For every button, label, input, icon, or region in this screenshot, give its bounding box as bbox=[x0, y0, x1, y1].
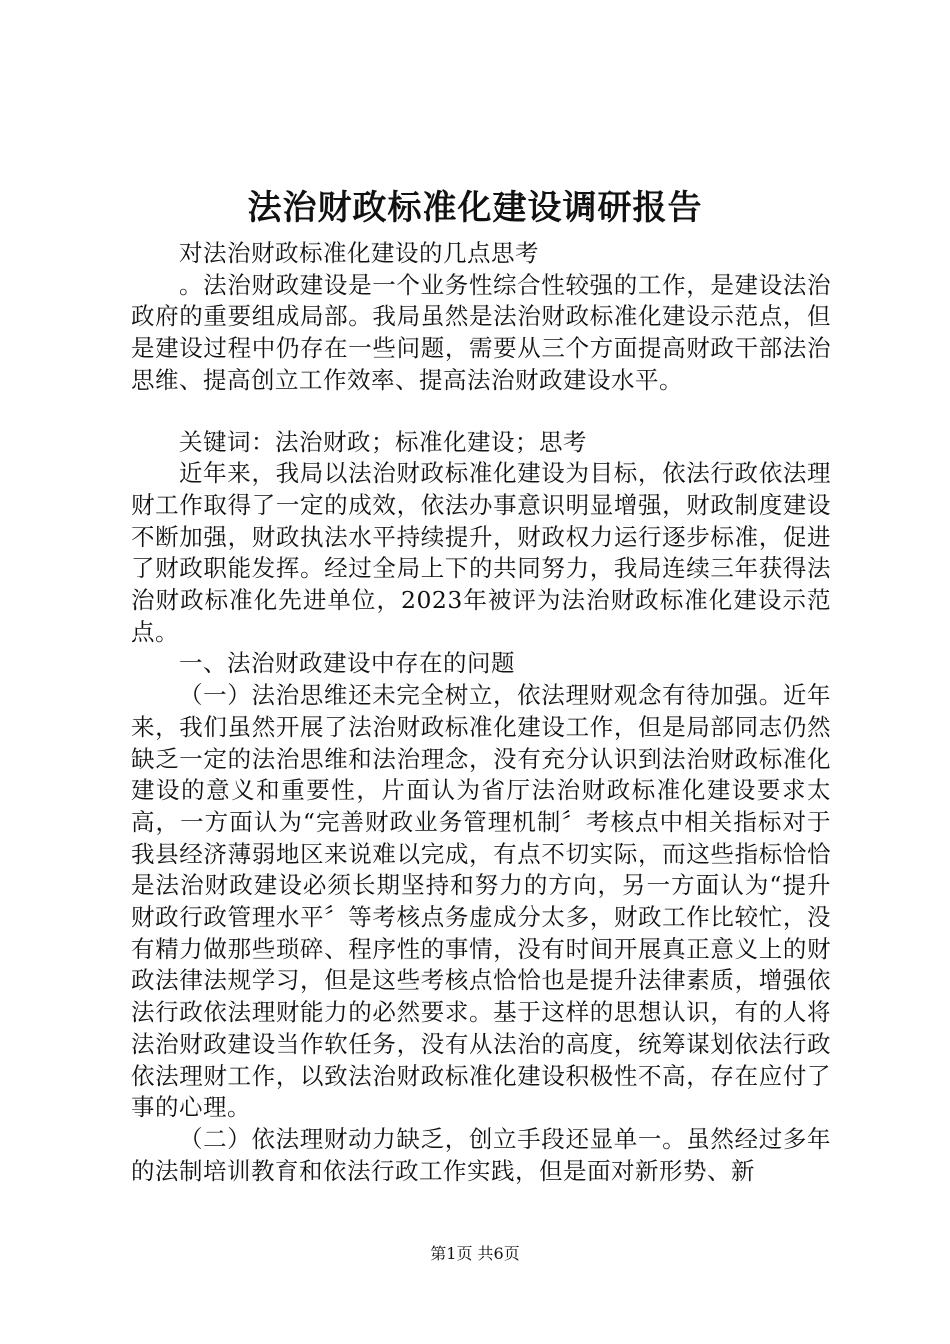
keywords-paragraph: 关键词：法治财政；标准化建设；思考 bbox=[179, 427, 587, 456]
abstract-paragraph: 。法治财政建设是一个业务性综合性较强的工作，是建设法治政府的重要组成局部。我局虽然是法治财政标准化建设示范点，但是建设过程中仍存在一些问题，需要从三个方面提高财政干部法治思维、提高创立工作效率、提高法治财政建设水平。 bbox=[131, 270, 831, 394]
subtitle-paragraph: 对法治财政标准化建设的几点思考 bbox=[179, 239, 539, 267]
section-heading: 一、法治财政建设中存在的问题 bbox=[179, 649, 515, 678]
intro-paragraph: 近年来，我局以法治财政标准化建设为目标，依法行政依法理财工作取得了一定的成效，依法办事意识明显增强，财政制度建设不断加强，财政执法水平持续提升，财政权力运行逐步标准，促进了财政职能发挥。经过全局上下的共同努力，我局连续三年获得法治财政标准化先进单位，2023年被评为法治财政标准化建设示范点。 bbox=[131, 459, 831, 646]
problem-two-paragraph: （二）依法理财动力缺乏，创立手段还显单一。虽然经过多年的法制培训教育和依法行政工作实践，但是面对新形势、新 bbox=[131, 1124, 831, 1185]
page-footer: 第1页 共6页 bbox=[430, 1244, 520, 1263]
problem-one-paragraph: （一）法治思维还未完全树立，依法理财观念有待加强。近年来，我们虽然开展了法治财政标准化建设工作，但是局部同志仍然缺乏一定的法治思维和法治理念，没有充分认识到法治财政标准化建设的意义和重要性，片面认为省厅法治财政标准化建设要求太高，一方面认为“完善财政业务管理机制〞考核点中相关指标对于我县经济薄弱地区来说难以完成，有点不切实际，而这些指标恰恰是法治财政建设必须长期坚持和努力的方向，另一方面认为“提升财政行政管理水平〞等考核点务虚成分太多，财政工作比较忙，没有精力做那些琐碎、程序性的事情，没有时间开展真正意义上的财政法律法规学习，但是这些考核点恰恰也是提升法律素质，增强依法行政依法理财能力的必然要求。基于这样的思想认识，有的人将法治财政建设当作软任务，没有从法治的高度，统筹谋划依法行政依法理财工作，以致法治财政标准化建设积极性不高，存在应付了事的心理。 bbox=[131, 681, 831, 1122]
document-body bbox=[131, 238, 831, 1187]
page-title: 法治财政标准化建设调研报告 bbox=[247, 188, 703, 228]
